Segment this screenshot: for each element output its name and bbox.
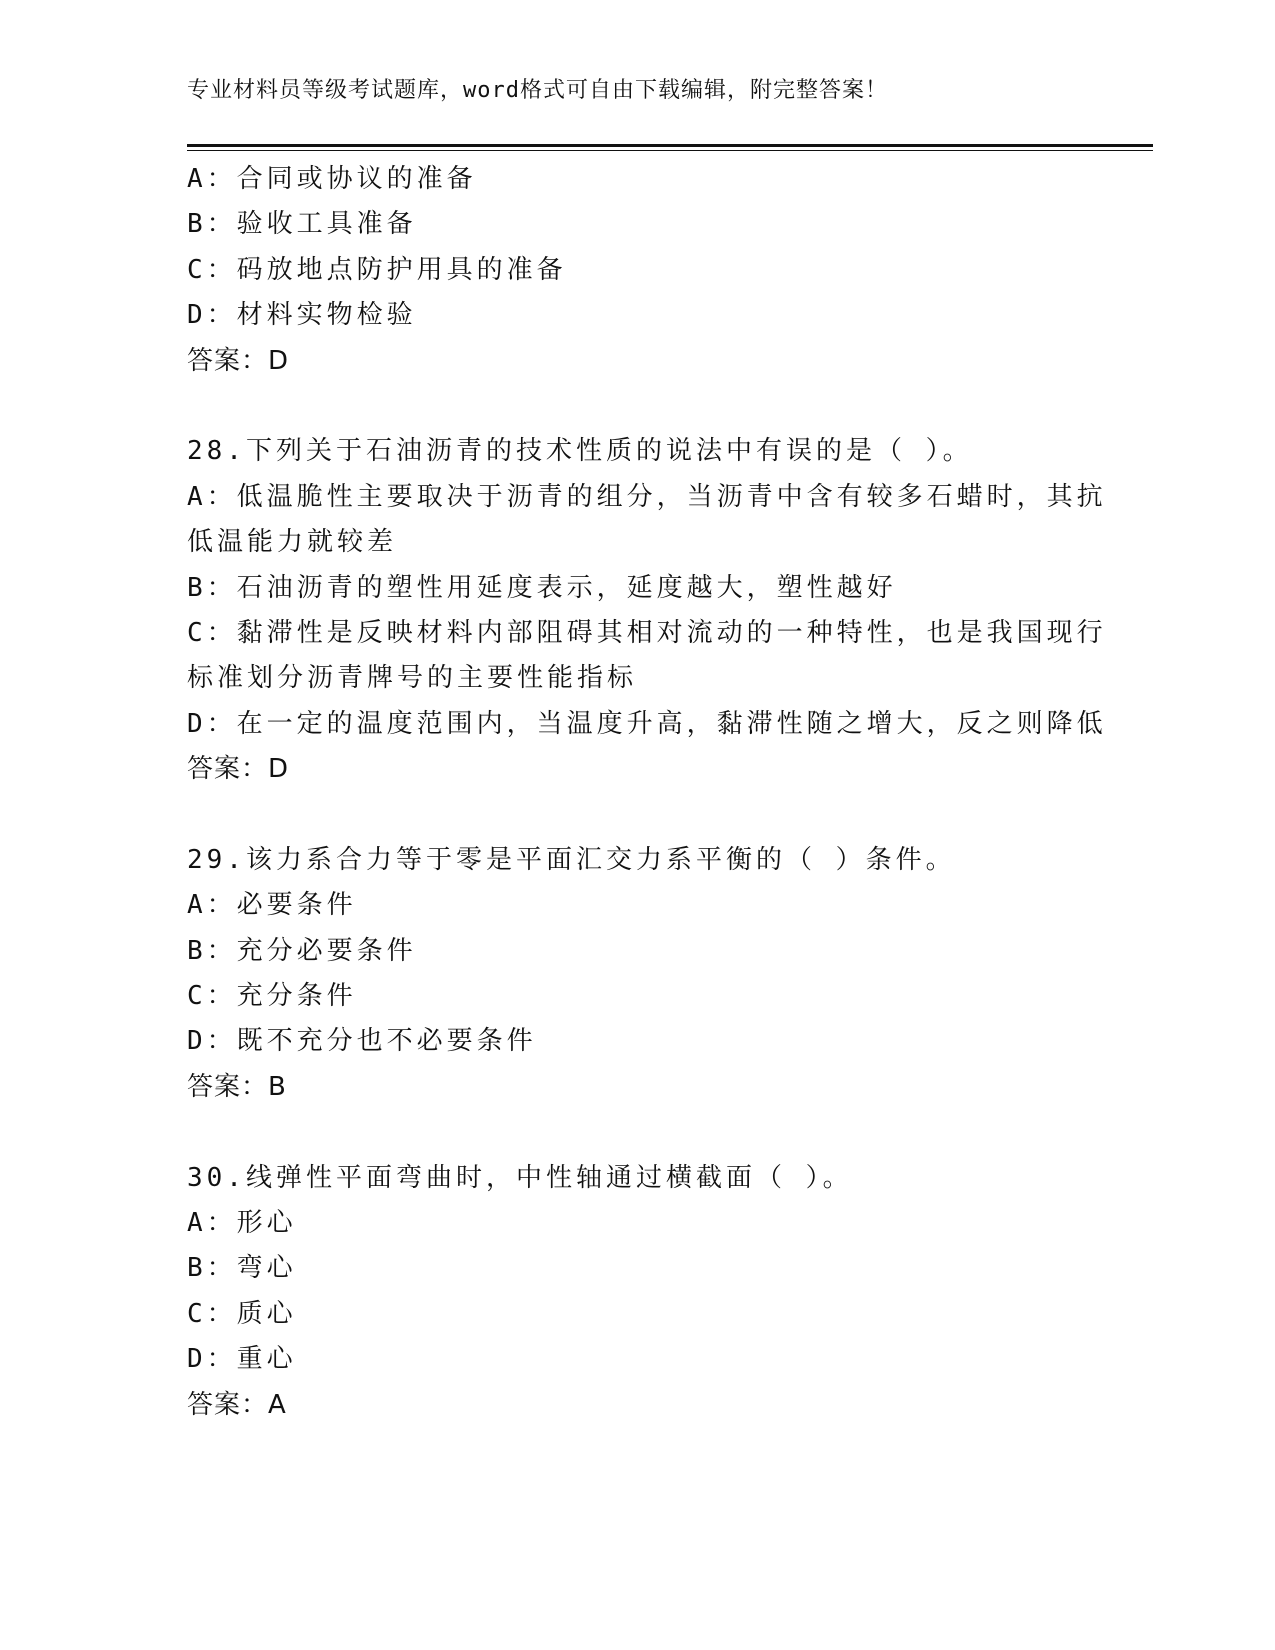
- option-d: D：重心: [187, 1344, 297, 1375]
- header-rule-thick: [187, 144, 1153, 147]
- question-27-continued: [187, 157, 1087, 384]
- option-a: A：低温脆性主要取决于沥青的组分，当沥青中含有较多石蜡时，其抗: [187, 481, 1107, 512]
- answer: 答案：D: [187, 754, 290, 785]
- question-text: 29.该力系合力等于零是平面汇交力系平衡的（ ）条件。: [187, 844, 956, 875]
- option-c: C：质心: [187, 1298, 297, 1329]
- question-text: 30.线弹性平面弯曲时，中性轴通过横截面（ ）。: [187, 1162, 853, 1193]
- spacer: [187, 792, 1087, 837]
- answer: 答案：A: [187, 1389, 287, 1420]
- option-c: C：黏滞性是反映材料内部阻碍其相对流动的一种特性，也是我国现行: [187, 617, 1107, 648]
- option-b: B：石油沥青的塑性用延度表示，延度越大，塑性越好: [187, 572, 897, 603]
- question-28: [187, 429, 1107, 792]
- option-c-continued: 标准划分沥青牌号的主要性能指标: [187, 663, 638, 694]
- option-a: A：形心: [187, 1207, 297, 1238]
- option-c: C：充分条件: [187, 981, 357, 1012]
- question-content: [187, 157, 1107, 1428]
- question-30: [187, 1156, 1087, 1428]
- option-d: D：既不充分也不必要条件: [187, 1026, 537, 1057]
- answer: 答案：B: [187, 1071, 287, 1102]
- option-a: A：合同或协议的准备: [187, 164, 477, 194]
- option-c: C：码放地点防护用具的准备: [187, 254, 567, 285]
- option-b: B：验收工具准备: [187, 209, 417, 240]
- answer: 答案：D: [187, 345, 290, 376]
- page-header: 专业材料员等级考试题库，word格式可自由下载编辑，附完整答案！: [187, 78, 888, 103]
- option-d: D：材料实物检验: [187, 300, 417, 331]
- option-b: B：弯心: [187, 1253, 297, 1284]
- option-a: A：必要条件: [187, 890, 357, 921]
- question-29: [187, 838, 1087, 1110]
- question-text: 28.下列关于石油沥青的技术性质的说法中有误的是（ ）。: [187, 436, 973, 467]
- spacer: [187, 384, 1087, 429]
- header-rule-thin: [187, 150, 1153, 151]
- option-a-continued: 低温能力就较差: [187, 527, 398, 558]
- spacer: [187, 1110, 1087, 1155]
- option-b: B：充分必要条件: [187, 935, 417, 966]
- option-d: D：在一定的温度范围内，当温度升高，黏滞性随之增大，反之则降低: [187, 708, 1107, 739]
